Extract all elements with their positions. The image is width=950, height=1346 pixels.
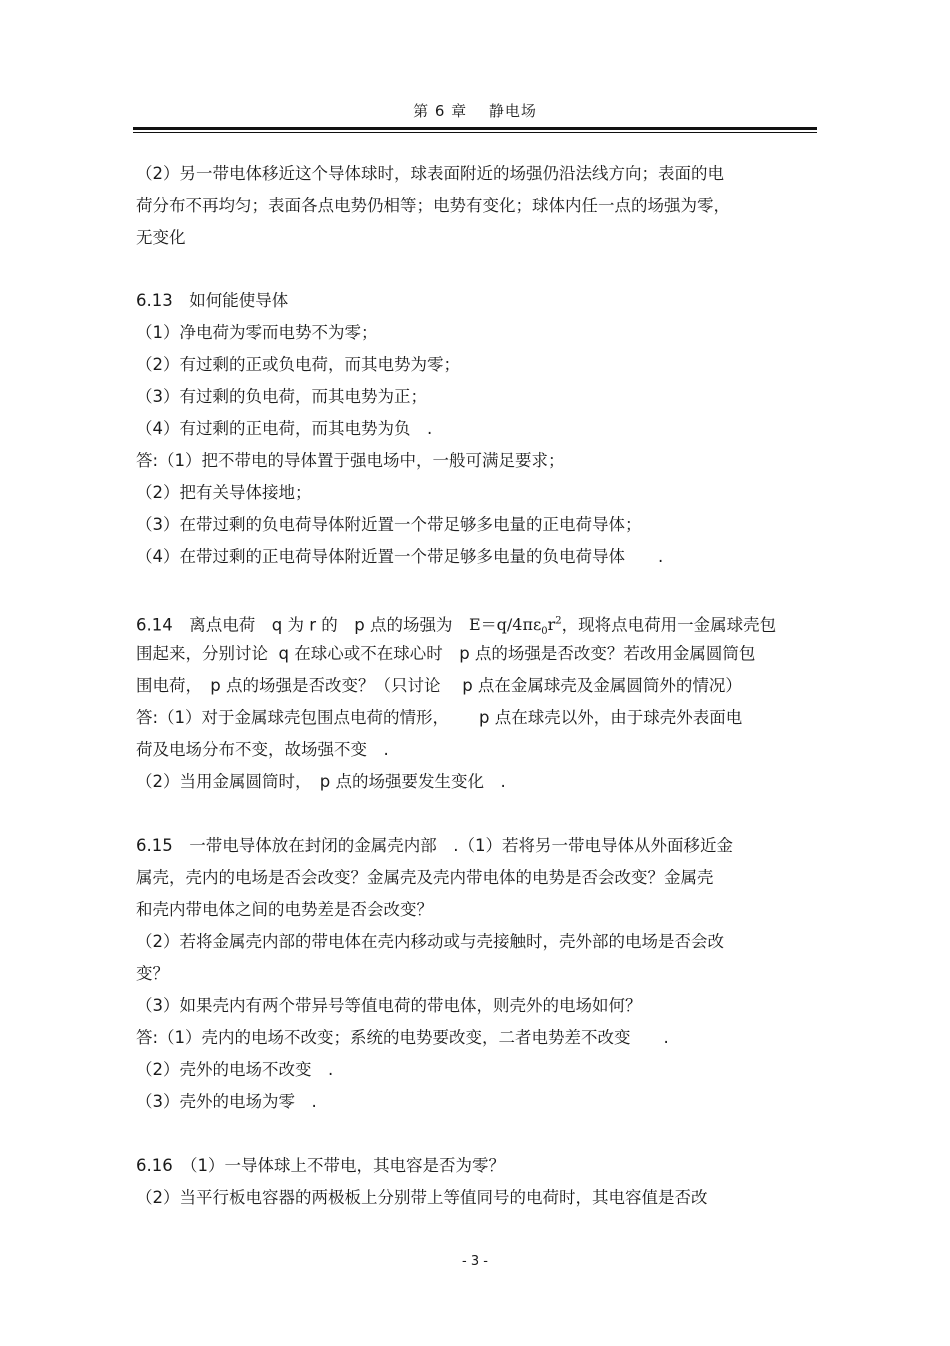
text-line: （4）有过剩的正电荷，而其电势为负 . <box>136 419 433 438</box>
text-line: 和壳内带电体之间的电势差是否会改变？ <box>136 900 433 919</box>
header-rule-thick <box>133 127 817 130</box>
text-line: （2）有过剩的正或负电荷，而其电势为零； <box>136 355 460 374</box>
text-line: （3）壳外的电场为零 . <box>136 1092 317 1111</box>
answer-6-14: 答:（1）对于金属球壳包围点电荷的情形， p 点在球壳以外，由于球壳外表面电 <box>136 708 743 727</box>
page-number: - 3 - <box>462 1254 488 1269</box>
text-line: （3）在带过剩的负电荷导体附近置一个带足够多电量的正电荷导体； <box>136 515 642 534</box>
text-line: （1）净电荷为零而电势不为零； <box>136 323 378 342</box>
question-6-14-title <box>136 612 776 643</box>
q614-text-before: 6.14 离点电荷 q 为 r 的 p 点的场强为 <box>136 615 469 635</box>
field-formula: $E=q/4\pi\varepsilon_0r^2$ <box>468 615 562 638</box>
answer-6-15: 答:（1）壳内的电场不改变；系统的电势要改变，二者电势差不改变 . <box>136 1028 669 1047</box>
text-line: （3）有过剩的负电荷，而其电势为正； <box>136 387 427 406</box>
question-6-13-title: 6.13 如何能使导体 <box>136 291 289 310</box>
text-line: 荷及电场分布不变，故场强不变 . <box>136 740 389 759</box>
header-rule-thin <box>133 132 817 133</box>
text-line: （4）在带过剩的正电荷导体附近置一个带足够多电量的负电荷导体 . <box>136 547 664 566</box>
question-6-15-title: 6.15 一带电导体放在封闭的金属壳内部 .（1）若将另一带电导体从外面移近金 <box>136 836 733 855</box>
text-line: （3）如果壳内有两个带异号等值电荷的带电体，则壳外的电场如何？ <box>136 996 642 1015</box>
text-line: （2）若将金属壳内部的带电体在壳内移动或与壳接触时，壳外部的电场是否会改 <box>136 932 724 951</box>
question-6-16-title: 6.16 （1）一导体球上不带电，其电容是否为零？ <box>136 1156 505 1175</box>
text-line: 无变化 <box>136 228 186 247</box>
text-line: （2）把有关导体接地； <box>136 483 312 502</box>
text-line: 围起来，分别讨论 q 在球心或不在球心时 p 点的场强是否改变？若改用金属圆筒包 <box>136 644 756 663</box>
text-line: 围电荷， p 点的场强是否改变？（只讨论 p 点在金属球壳及金属圆筒外的情况） <box>136 676 742 695</box>
text-line: 属壳，壳内的电场是否会改变？金属壳及壳内带电体的电势是否会改变？金属壳 <box>136 868 714 887</box>
text-line: （2）另一带电体移近这个导体球时，球表面附近的场强仍沿法线方向；表面的电 <box>136 164 724 183</box>
text-line: 荷分布不再均匀；表面各点电势仍相等；电势有变化；球体内任一点的场强为零， <box>136 196 730 215</box>
text-line: 变？ <box>136 964 169 983</box>
text-line: （2）当平行板电容器的两极板上分别带上等值同号的电荷时，其电容值是否改 <box>136 1188 708 1207</box>
q614-text-after: ，现将点电荷用一金属球壳包 <box>561 615 777 635</box>
text-line: （2）壳外的电场不改变 . <box>136 1060 334 1079</box>
chapter-header: 第 6 章 静电场 <box>413 102 537 120</box>
answer-6-13: 答:（1）把不带电的导体置于强电场中，一般可满足要求； <box>136 451 565 470</box>
text-line: （2）当用金属圆筒时， p 点的场强要发生变化 . <box>136 772 506 791</box>
